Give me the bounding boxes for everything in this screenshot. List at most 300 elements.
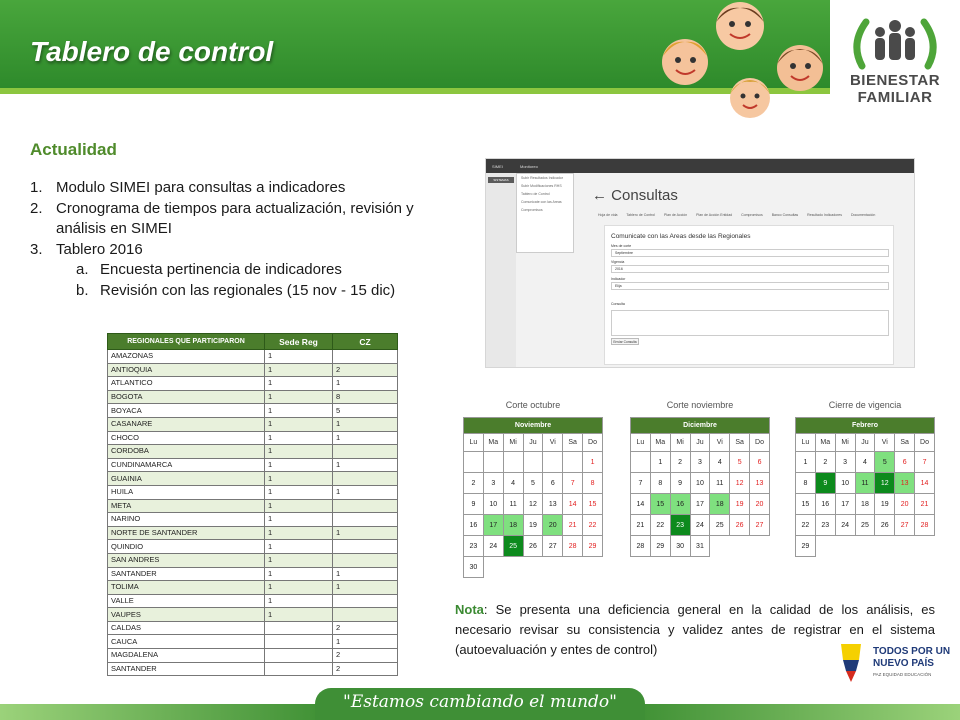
calendar-day: 6 [543,473,563,494]
calendar-day: 24 [483,536,503,557]
calendar-day: 22 [650,515,670,536]
calendar-day [483,452,503,473]
back-arrow-icon: ← [592,187,607,204]
children-illustration [645,0,835,120]
region-name-cell: HUILA [108,485,265,499]
sub-list-item-text: Revisión con las regionales (15 nov - 15 dic) [100,281,396,299]
calendar-day: 19 [730,494,750,515]
screenshot-menu-item: Compromisos [521,208,543,212]
calendar-day: 13 [895,473,915,494]
screenshot-tab: Plan de Acción Entidad [696,213,733,217]
cz-cell [333,594,398,608]
sede-reg-cell: 1 [265,445,333,459]
calendar-day: 11 [855,473,875,494]
region-name-cell: CALDAS [108,621,265,635]
calendar-day: 25 [503,536,523,557]
region-name-cell: CUNDINAMARCA [108,458,265,472]
calendar-weekday: Mi [503,434,523,452]
calendar-weekday: Do [750,434,770,452]
screenshot-submit-button: Enviar Consulta [611,338,639,345]
sub-list-item-letter: a. [76,261,89,278]
screenshot-tabs [598,213,908,217]
screenshot-tab: Documentación [850,213,876,217]
list-item-number: 1. [30,179,43,196]
calendar-weekday: Sa [730,434,750,452]
calendar-day: 18 [503,515,523,536]
calendar-day: 5 [875,452,895,473]
calendar-day: 4 [503,473,523,494]
region-name-cell: NARINO [108,513,265,527]
table-row [108,553,398,567]
screenshot-heading-text: Consultas [611,187,678,204]
calendar-day: 31 [690,536,710,557]
calendar-day: 18 [710,494,730,515]
sede-reg-cell: 1 [265,390,333,404]
calendar-week-row [464,515,603,536]
table-row [108,404,398,418]
calendar-day: 27 [895,515,915,536]
family-hands-icon [840,14,950,70]
sub-list-item-letter: b. [76,281,89,299]
calendar-day: 9 [464,494,484,515]
screenshot-sidebar [486,173,516,368]
screenshot-menu-item: Comunicate con las Areas [521,200,562,204]
screenshot-textarea [611,310,889,336]
calendar-day [815,536,835,557]
note-text: : Se presenta una deficiencia general en la calidad de los análisis, es necesario revisar su consistencia y validez antes de registrar en el sistema (autoevaluación y entes de control) [455,602,935,657]
sub-list-item [76,260,450,281]
calendar-day: 28 [915,515,935,536]
list-item-number: 2. [30,199,43,217]
calendar-day: 27 [750,515,770,536]
region-name-cell: TOLIMA [108,581,265,595]
screenshot-select: Elija [611,282,889,290]
calendar-week-row [464,557,603,578]
calendar-weekday: Ma [650,434,670,452]
table-row [108,662,398,676]
sede-reg-cell: 1 [265,431,333,445]
sede-reg-cell: 1 [265,350,333,364]
calendar-day: 16 [670,494,690,515]
government-logo-line2: NUEVO PAÍS [873,658,934,669]
screenshot-field-label: Vigencia [611,260,625,264]
calendar-day: 3 [483,473,503,494]
calendar-day: 14 [631,494,651,515]
calendar-day: 2 [670,452,690,473]
calendar-week-row [796,473,935,494]
sede-reg-cell: 1 [265,472,333,486]
calendar-day: 27 [543,536,563,557]
cz-cell: 2 [333,662,398,676]
screenshot-select: 2016 [611,265,889,273]
table-row [108,649,398,663]
calendar-weekday-row [464,434,603,452]
calendar-weekday: Ju [855,434,875,452]
calendar-day: 10 [690,473,710,494]
government-logo-line3: PAZ EQUIDAD EDUCACIÓN [873,672,932,677]
screenshot-menu-item: Subir Resultados Indicador [521,176,564,180]
calendar-caption: Cierre de vigencia [828,400,902,410]
cz-cell [333,350,398,364]
calendar-day: 4 [710,452,730,473]
screenshot-app-name: SIMEI [492,164,503,169]
table-row [108,567,398,581]
calendar-weekday: Mi [670,434,690,452]
calendar-weekday-row [796,434,935,452]
region-name-cell: SANTANDER [108,662,265,676]
sub-list-item-text: Encuesta pertinencia de indicadores [100,261,342,278]
calendar-day: 8 [650,473,670,494]
calendar-day: 16 [464,515,484,536]
calendar-febrero [795,417,935,557]
calendar-day: 3 [690,452,710,473]
table-row [108,499,398,513]
region-name-cell: BOYACA [108,404,265,418]
main-list [30,178,450,301]
calendar-day: 17 [690,494,710,515]
calendar-day: 6 [895,452,915,473]
list-item-number: 3. [30,240,43,258]
regions-table-body [108,350,398,676]
region-name-cell: VAUPES [108,608,265,622]
region-name-cell: SANTANDER [108,567,265,581]
cz-cell: 2 [333,621,398,635]
calendar-day: 28 [563,536,583,557]
calendar-day: 5 [523,473,543,494]
cz-cell [333,513,398,527]
calendar-day [583,557,603,578]
calendar-day: 30 [670,536,690,557]
calendar-day: 5 [730,452,750,473]
calendar-day [483,557,503,578]
calendar-day: 21 [631,515,651,536]
cz-cell: 1 [333,526,398,540]
calendar-day: 8 [583,473,603,494]
calendar-weekday: Lu [464,434,484,452]
calendar-week-row [796,452,935,473]
calendar-day: 14 [915,473,935,494]
calendar-weekday: Vi [875,434,895,452]
government-logo [835,640,953,684]
sede-reg-cell: 1 [265,553,333,567]
calendar-day: 22 [583,515,603,536]
calendar-day: 20 [895,494,915,515]
region-name-cell: NORTE DE SANTANDER [108,526,265,540]
screenshot-field-label: Mes de corte [611,244,632,248]
calendar-day [710,536,730,557]
calendar-weekday: Lu [796,434,816,452]
calendar-day [750,536,770,557]
calendar-day: 9 [670,473,690,494]
calendar-day: 15 [650,494,670,515]
calendar-weekday: Do [583,434,603,452]
region-name-cell: AMAZONAS [108,350,265,364]
table-row [108,472,398,486]
calendar-weekday: Do [915,434,935,452]
calendar-week-row [796,536,935,557]
sede-reg-cell: 1 [265,485,333,499]
sede-reg-cell: 1 [265,458,333,472]
calendar-day: 10 [835,473,855,494]
calendar-day: 11 [710,473,730,494]
calendar-day: 1 [796,452,816,473]
calendar-weekday-row [631,434,770,452]
calendar-day: 24 [835,515,855,536]
table-header-row [108,334,398,350]
cz-cell [333,540,398,554]
screenshot-tab: Banco Consultas [771,213,799,217]
sede-reg-cell: 1 [265,567,333,581]
region-name-cell: CORDOBA [108,445,265,459]
sede-reg-cell: 1 [265,404,333,418]
table-row [108,458,398,472]
calendar-day: 7 [563,473,583,494]
calendar-week-row [631,494,770,515]
cz-cell: 5 [333,404,398,418]
calendar-month-row [796,418,935,434]
cz-cell [333,472,398,486]
calendar-week-row [464,536,603,557]
calendar-day [543,557,563,578]
calendar-day [523,557,543,578]
screenshot-tab: Plan de Acción [663,213,688,217]
cz-cell: 1 [333,567,398,581]
screenshot-select: Septiembre [611,249,889,257]
sede-reg-cell [265,635,333,649]
sede-reg-cell: 1 [265,363,333,377]
list-item-text: Modulo SIMEI para consultas a indicadores [56,179,346,196]
sede-reg-cell: 1 [265,499,333,513]
screenshot-tab: Hoja de vida [598,213,618,217]
calendar-day: 3 [835,452,855,473]
calendar-day: 19 [523,515,543,536]
cz-cell: 1 [333,485,398,499]
list-item-text: Cronograma de tiempos para actualización, revisión y análisis en SIMEI [56,199,414,237]
screenshot-tab: Compromisos [741,213,763,217]
bienestar-familiar-logo [840,14,950,110]
calendar-day: 17 [483,515,503,536]
calendar-day: 17 [835,494,855,515]
cz-cell: 2 [333,649,398,663]
note-label: Nota [455,602,484,617]
table-header: CZ [333,334,398,350]
cz-cell: 1 [333,417,398,431]
calendar-week-row [464,494,603,515]
sede-reg-cell: 1 [265,594,333,608]
calendar-week-row [464,473,603,494]
table-row [108,445,398,459]
region-name-cell: ATLANTICO [108,377,265,391]
calendar-day: 2 [815,452,835,473]
sede-reg-cell: 1 [265,377,333,391]
page-title: Tablero de control [30,36,274,67]
screenshot-menu-label: Monitoreo [520,164,538,169]
calendar-day: 1 [650,452,670,473]
calendar-week-row [464,452,603,473]
table-row [108,635,398,649]
calendar-weekday: Sa [563,434,583,452]
calendar-day: 1 [583,452,603,473]
calendar-weekday: Ju [523,434,543,452]
cz-cell: 8 [333,390,398,404]
calendar-day: 12 [730,473,750,494]
calendar-weekday: Vi [543,434,563,452]
screenshot-dropdown-menu [516,173,574,253]
calendar-week-row [796,494,935,515]
calendar-week-row [631,452,770,473]
sub-list-item [76,281,450,302]
calendar-day: 26 [523,536,543,557]
calendar-weekday: Mi [835,434,855,452]
calendar-day: 25 [710,515,730,536]
table-row [108,485,398,499]
logo-text-line2: FAMILIAR [857,89,933,106]
simei-screenshot [485,158,915,368]
table-row [108,431,398,445]
calendar-day: 20 [750,494,770,515]
calendar-day: 26 [875,515,895,536]
table-header: REGIONALES QUE PARTICIPARON [108,334,265,350]
region-name-cell: GUAINIA [108,472,265,486]
calendar-day: 7 [631,473,651,494]
table-row [108,526,398,540]
table-row [108,540,398,554]
calendar-day [563,452,583,473]
table-row [108,417,398,431]
calendar-weekday: Ju [690,434,710,452]
region-name-cell: CASANARE [108,417,265,431]
calendar-day: 29 [796,536,816,557]
region-name-cell: QUINDIO [108,540,265,554]
calendar-day: 21 [915,494,935,515]
calendar-day: 9 [815,473,835,494]
screenshot-tab: Resultado Indicadores [807,213,842,217]
calendar-day: 30 [464,557,484,578]
regions-table [107,333,398,676]
screenshot-topbar [486,159,915,173]
region-name-cell: VALLE [108,594,265,608]
screenshot-field-label: Consulta [611,302,625,306]
calendar-caption: Corte noviembre [666,400,734,410]
table-row [108,363,398,377]
cz-cell: 2 [333,363,398,377]
table-row [108,390,398,404]
table-row [108,513,398,527]
government-logo-line1: TODOS POR UN [873,646,951,657]
calendar-day: 12 [875,473,895,494]
table-row [108,608,398,622]
region-name-cell: CAUCA [108,635,265,649]
calendar-day: 8 [796,473,816,494]
calendar-day: 16 [815,494,835,515]
calendar-day: 23 [464,536,484,557]
calendar-week-row [631,515,770,536]
cz-cell [333,553,398,567]
calendar-month-title: Noviembre [464,418,603,434]
calendar-day: 7 [915,452,935,473]
sede-reg-cell: 1 [265,526,333,540]
region-name-cell: MAGDALENA [108,649,265,663]
calendar-day [523,452,543,473]
calendar-day: 25 [855,515,875,536]
region-name-cell: ANTIOQUIA [108,363,265,377]
cz-cell [333,608,398,622]
calendar-day: 26 [730,515,750,536]
calendar-day: 13 [750,473,770,494]
calendar-day: 29 [583,536,603,557]
calendar-week-row [631,473,770,494]
calendar-day: 6 [750,452,770,473]
list-item-text: Tablero 2016 [56,240,143,258]
calendar-day: 13 [543,494,563,515]
screenshot-menu-item: Tablero de Control [521,192,550,196]
colombia-flag-icon [835,640,869,684]
calendar-day: 22 [796,515,816,536]
calendar-weekday: Vi [710,434,730,452]
table-row [108,350,398,364]
sede-reg-cell [265,621,333,635]
cz-cell [333,499,398,513]
header [0,0,960,120]
calendar-day: 15 [796,494,816,515]
calendar-day: 10 [483,494,503,515]
calendar-weekday: Sa [895,434,915,452]
cz-cell: 1 [333,431,398,445]
sede-reg-cell: 1 [265,540,333,554]
calendar-month-row [464,418,603,434]
sede-reg-cell [265,649,333,663]
cz-cell: 1 [333,377,398,391]
calendar-weekday: Ma [815,434,835,452]
calendar-day: 19 [875,494,895,515]
calendar-day: 21 [563,515,583,536]
table-row [108,594,398,608]
calendar-day [563,557,583,578]
screenshot-side-tag: SISTEMAS [488,177,514,183]
calendar-day: 12 [523,494,543,515]
calendar-day [730,536,750,557]
calendar-diciembre [630,417,770,557]
calendar-month-row [631,418,770,434]
calendar-day: 11 [503,494,523,515]
logo-text-line1: BIENESTAR [849,72,941,89]
calendar-weekday: Lu [631,434,651,452]
calendar-day [503,557,523,578]
calendar-month-title: Febrero [796,418,935,434]
calendar-day [464,452,484,473]
calendar-noviembre [463,417,603,578]
calendar-day: 20 [543,515,563,536]
calendar-day [895,536,915,557]
sede-reg-cell: 1 [265,581,333,595]
sede-reg-cell: 1 [265,417,333,431]
calendar-caption: Corte octubre [505,400,561,410]
screenshot-tab: Tablero de Control [626,213,655,217]
calendar-day: 18 [855,494,875,515]
cz-cell [333,445,398,459]
calendar-day: 29 [650,536,670,557]
table-row [108,621,398,635]
calendar-day [855,536,875,557]
list-item [30,240,450,302]
calendar-week-row [796,515,935,536]
calendar-day: 28 [631,536,651,557]
region-name-cell: META [108,499,265,513]
calendar-day: 23 [815,515,835,536]
calendar-day: 24 [690,515,710,536]
sede-reg-cell: 1 [265,513,333,527]
sede-reg-cell: 1 [265,608,333,622]
